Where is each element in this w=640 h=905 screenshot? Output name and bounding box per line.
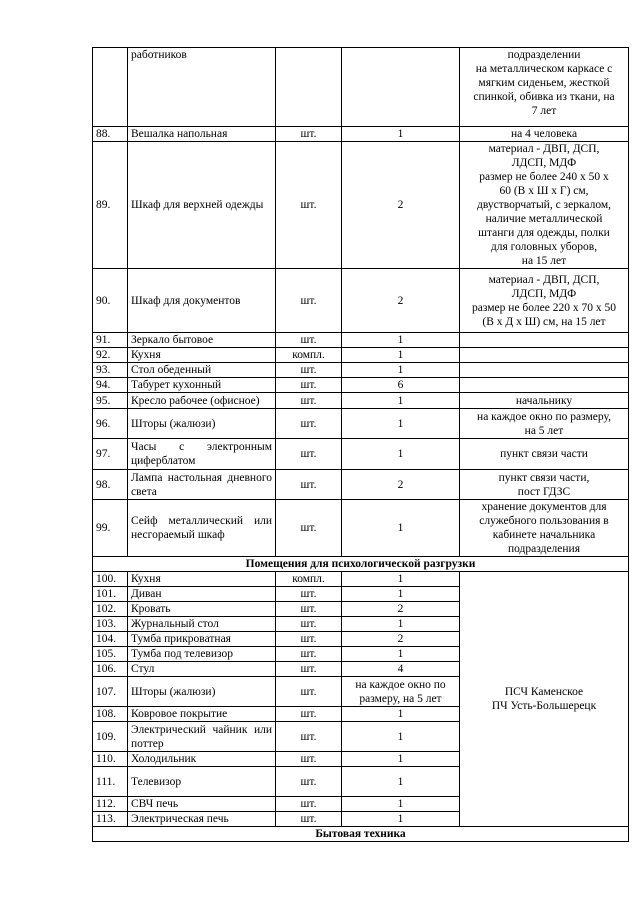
item-qty-text: 2 — [397, 603, 404, 615]
row-number: 102. — [93, 602, 128, 617]
item-note-text: материал - ДВП, ДСП, ЛДСП, МДФ размер не более 220 х 70 х 50 (В х Д х Ш) см, на 15 лет — [472, 273, 616, 328]
item-unit: шт. — [276, 647, 342, 662]
item-qty — [342, 767, 460, 797]
item-name: Тумба под телевизор — [128, 647, 276, 662]
item-unit: шт. — [276, 378, 342, 393]
item-note — [460, 142, 629, 269]
table-row — [93, 557, 629, 572]
item-qty — [342, 602, 460, 617]
row-number: 111. — [93, 767, 128, 797]
item-name: Шторы (жалюзи) — [128, 409, 276, 439]
item-unit: шт. — [276, 707, 342, 722]
row-number: 93. — [93, 363, 128, 378]
item-unit — [276, 48, 342, 127]
item-qty-text: на каждое окно по размеру, на 5 лет — [355, 678, 446, 705]
item-unit: шт. — [276, 722, 342, 752]
item-unit: шт. — [276, 632, 342, 647]
item-qty: 2 — [342, 470, 460, 500]
item-qty — [342, 572, 460, 587]
item-name: Кухня — [128, 348, 276, 363]
item-qty: 1 — [342, 363, 460, 378]
row-number: 88. — [93, 127, 128, 142]
table-row — [93, 48, 629, 127]
row-number: 95. — [93, 393, 128, 409]
item-note — [460, 269, 629, 333]
item-qty — [342, 617, 460, 632]
item-unit: шт. — [276, 500, 342, 557]
row-number — [93, 48, 128, 127]
item-name: Сейф металлический или несгораемый шкаф — [128, 500, 276, 557]
item-qty-text: 1 — [397, 753, 404, 765]
item-qty-text: 1 — [397, 588, 404, 600]
item-note — [460, 378, 629, 393]
item-note — [460, 393, 629, 409]
table-row — [93, 333, 629, 348]
item-unit: шт. — [276, 127, 342, 142]
item-note-text: начальнику — [515, 394, 573, 407]
row-number: 104. — [93, 632, 128, 647]
item-note-text: пункт связи части — [500, 448, 588, 460]
item-qty — [342, 677, 460, 707]
item-qty — [342, 812, 460, 827]
item-note — [460, 363, 629, 378]
item-qty: 1 — [342, 348, 460, 363]
item-name: Вешалка напольная — [128, 127, 276, 142]
item-note — [460, 127, 629, 142]
row-number: 96. — [93, 409, 128, 439]
item-name: Холодильник — [128, 752, 276, 767]
section-title-appliances: Бытовая техника — [93, 827, 629, 842]
item-qty — [342, 662, 460, 677]
item-name: Стул — [128, 662, 276, 677]
item-name: Электрический чайник или поттер — [128, 722, 276, 752]
item-note-text: материал - ДВП, ДСП, ЛДСП, МДФ размер не более 240 х 50 х 60 (В х Ш х Г) см, двустворчатый, с зеркалом, наличие металлической штанги для одежды, полки для головных уборов, на 15 лет — [477, 143, 611, 267]
item-qty: 1 — [342, 439, 460, 470]
row-number: 92. — [93, 348, 128, 363]
item-qty-text: 1 — [397, 708, 404, 720]
item-unit: шт. — [276, 439, 342, 470]
item-unit: шт. — [276, 363, 342, 378]
item-note — [460, 500, 629, 557]
item-qty — [342, 707, 460, 722]
row-number: 100. — [93, 572, 128, 587]
item-qty-text: 1 — [397, 618, 404, 630]
row-number: 91. — [93, 333, 128, 348]
item-name: Журнальный стол — [128, 617, 276, 632]
item-qty — [342, 722, 460, 752]
item-qty-text: 1 — [397, 775, 404, 788]
item-qty: 1 — [342, 409, 460, 439]
row-number: 89. — [93, 142, 128, 269]
item-note-text: пункт связи части, пост ГДЗС — [498, 471, 590, 498]
item-qty — [342, 647, 460, 662]
table-row — [93, 348, 629, 363]
table-row — [93, 827, 629, 842]
item-qty-text: 2 — [397, 633, 404, 645]
table-row — [93, 439, 629, 470]
item-unit: шт. — [276, 333, 342, 348]
item-name: Шторы (жалюзи) — [128, 677, 276, 707]
item-qty-text: 1 — [397, 730, 404, 743]
item-name: Часы с электронным циферблатом — [128, 439, 276, 470]
item-name: Электрическая печь — [128, 812, 276, 827]
item-qty-text: 1 — [397, 648, 404, 660]
group-note-units-text: ПСЧ Каменское ПЧ Усть-Большерецк — [491, 686, 597, 712]
item-qty: 1 — [342, 393, 460, 409]
item-note — [460, 333, 629, 348]
item-unit: шт. — [276, 767, 342, 797]
equipment-table-body — [93, 48, 629, 842]
item-note-text: хранение документов для служебного пользования в кабинете начальника подразделения — [479, 501, 609, 555]
item-unit: шт. — [276, 393, 342, 409]
item-qty-text: 1 — [397, 798, 404, 810]
item-qty: 2 — [342, 269, 460, 333]
item-qty — [342, 752, 460, 767]
item-qty: 2 — [342, 142, 460, 269]
item-unit: компл. — [276, 348, 342, 363]
table-row — [93, 500, 629, 557]
item-name: Тумба прикроватная — [128, 632, 276, 647]
table-row — [93, 142, 629, 269]
item-qty-text: 4 — [397, 663, 404, 675]
item-qty — [342, 632, 460, 647]
row-number: 97. — [93, 439, 128, 470]
item-note — [460, 439, 629, 470]
item-name: Телевизор — [128, 767, 276, 797]
item-note — [460, 470, 629, 500]
item-unit: шт. — [276, 662, 342, 677]
item-name: Кровать — [128, 602, 276, 617]
row-number: 94. — [93, 378, 128, 393]
item-unit: шт. — [276, 752, 342, 767]
item-unit: компл. — [276, 572, 342, 587]
item-name: Кресло рабочее (офисное) — [128, 393, 276, 409]
item-note-text: на каждое окно по размеру, на 5 лет — [477, 410, 611, 437]
row-number: 105. — [93, 647, 128, 662]
item-unit: шт. — [276, 587, 342, 602]
row-number: 90. — [93, 269, 128, 333]
item-unit: шт. — [276, 269, 342, 333]
item-qty — [342, 48, 460, 127]
item-qty-text: 1 — [397, 813, 404, 825]
row-number: 113. — [93, 812, 128, 827]
table-row — [93, 470, 629, 500]
row-number: 98. — [93, 470, 128, 500]
row-number: 103. — [93, 617, 128, 632]
item-name: Ковровое покрытие — [128, 707, 276, 722]
table-row — [93, 393, 629, 409]
row-number: 106. — [93, 662, 128, 677]
item-unit: шт. — [276, 617, 342, 632]
row-number: 110. — [93, 752, 128, 767]
item-note — [460, 348, 629, 363]
item-name: работников — [128, 48, 276, 127]
item-unit: шт. — [276, 142, 342, 269]
item-name: СВЧ печь — [128, 797, 276, 812]
item-note — [460, 48, 629, 127]
item-note-text: подразделении на металлическом каркасе с мягким сиденьем, жесткой спинкой, обивка из ткани, на 7 лет — [473, 49, 615, 117]
table-row — [93, 409, 629, 439]
row-number: 101. — [93, 587, 128, 602]
item-name: Шкаф для верхней одежды — [128, 142, 276, 269]
row-number: 109. — [93, 722, 128, 752]
row-number: 112. — [93, 797, 128, 812]
table-row — [93, 127, 629, 142]
item-qty: 1 — [342, 333, 460, 348]
equipment-table — [92, 47, 629, 842]
item-name: Стол обеденный — [128, 363, 276, 378]
row-number: 107. — [93, 677, 128, 707]
item-name: Табурет кухонный — [128, 378, 276, 393]
item-unit: шт. — [276, 812, 342, 827]
item-qty: 1 — [342, 127, 460, 142]
item-unit: шт. — [276, 470, 342, 500]
table-row — [93, 572, 629, 587]
item-qty — [342, 797, 460, 812]
item-qty: 1 — [342, 500, 460, 557]
item-unit: шт. — [276, 677, 342, 707]
table-row — [93, 269, 629, 333]
item-name: Диван — [128, 587, 276, 602]
table-row — [93, 378, 629, 393]
item-name: Зеркало бытовое — [128, 333, 276, 348]
table-row — [93, 363, 629, 378]
item-qty: 6 — [342, 378, 460, 393]
item-name: Кухня — [128, 572, 276, 587]
row-number: 99. — [93, 500, 128, 557]
item-note-text: на 4 человека — [510, 128, 578, 140]
item-unit: шт. — [276, 409, 342, 439]
item-unit: шт. — [276, 797, 342, 812]
item-note — [460, 409, 629, 439]
group-note-units — [460, 572, 629, 827]
item-name: Лампа настольная дневного света — [128, 470, 276, 500]
item-qty-text: 1 — [397, 573, 404, 585]
item-qty — [342, 587, 460, 602]
section-title-psych: Помещения для психологической разгрузки — [93, 557, 629, 572]
row-number: 108. — [93, 707, 128, 722]
item-name: Шкаф для документов — [128, 269, 276, 333]
item-unit: шт. — [276, 602, 342, 617]
